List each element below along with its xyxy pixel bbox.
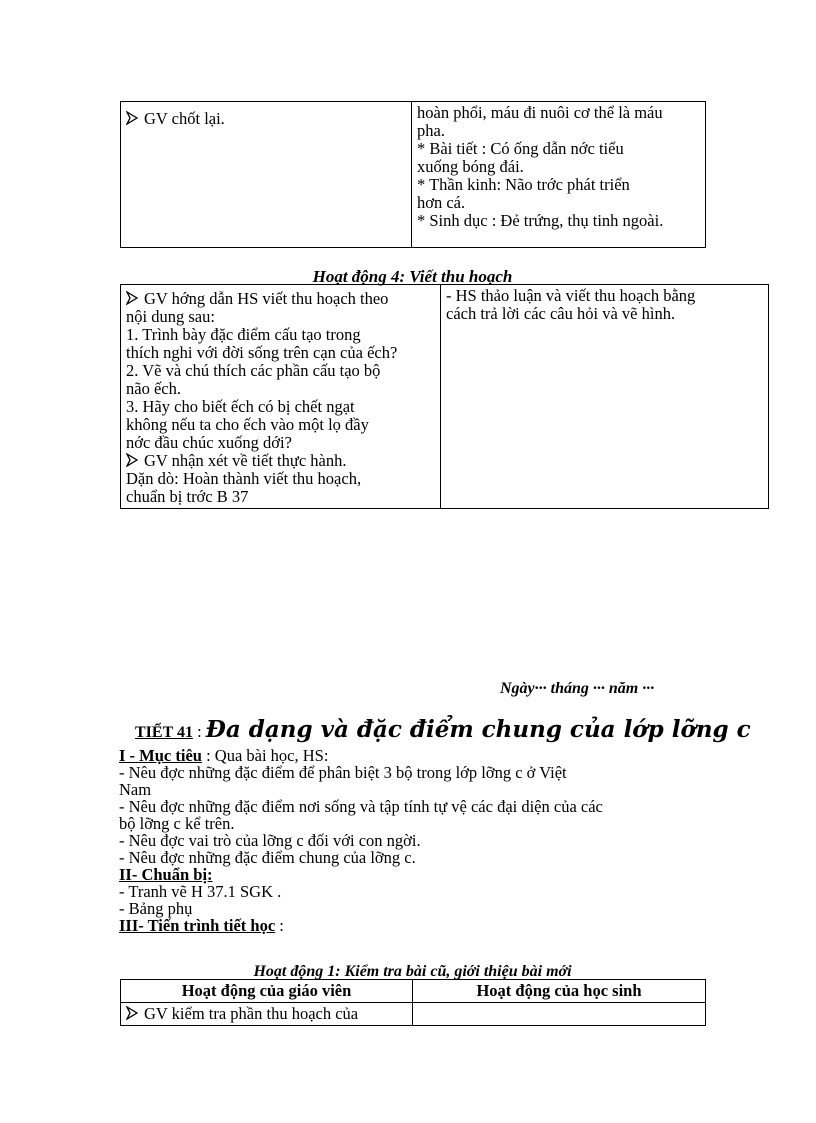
activity1-table bbox=[120, 979, 706, 1026]
objective-line: - Nêu đợc vai trò của lỡng c đối với con ngời. bbox=[119, 831, 421, 850]
arrow-bullet-icon bbox=[126, 453, 138, 467]
col-teacher-header: Hoạt động của giáo viên bbox=[121, 980, 413, 1003]
objective-line: bộ lỡng c kể trên. bbox=[119, 814, 235, 833]
activity1-teacher-cell bbox=[121, 1003, 413, 1026]
objectives-section bbox=[119, 747, 603, 934]
activity4-left-line: thích nghi với đời sống trên cạn của ếch? bbox=[126, 343, 398, 362]
lesson-title: Đa dạng và đặc điểm chung của lớp lỡng c bbox=[205, 716, 751, 743]
activity4-student-cell bbox=[441, 285, 769, 509]
activity4-left-line: 2. Vẽ và chú thích các phần cấu tạo bộ bbox=[126, 361, 381, 380]
activity4-left-line: não ếch. bbox=[126, 379, 181, 398]
activity4-teacher-cell bbox=[121, 285, 441, 509]
student-cell bbox=[412, 102, 706, 248]
activity4-left-line: chuẩn bị trớc B 37 bbox=[126, 487, 249, 506]
activity4-left-line: nội dung sau: bbox=[126, 307, 215, 326]
table1-right-line: * Bài tiết : Có ống dẫn nớc tiểu bbox=[417, 139, 624, 158]
preparation-label: II- Chuẩn bị: bbox=[119, 865, 213, 884]
table1-right-line: hoàn phổi, máu đi nuôi cơ thể là máu bbox=[417, 103, 663, 122]
activity1-row1-left: GV kiểm tra phần thu hoạch của bbox=[144, 1004, 359, 1023]
process-label: III- Tiến trình tiết học bbox=[119, 916, 276, 935]
process-suffix: : bbox=[275, 916, 284, 935]
col-student-header: Hoạt động của học sinh bbox=[413, 980, 706, 1003]
activity4-right-line: - HS thảo luận và viết thu hoạch bằng bbox=[446, 286, 696, 305]
activity4-heading: Hoạt động 4: Viết thu hoạch bbox=[312, 267, 513, 286]
lesson-title-line bbox=[135, 716, 751, 743]
activity4-left-line: GV nhận xét về tiết thực hành. bbox=[144, 451, 347, 470]
activity1-heading: Hoạt động 1: Kiểm tra bài cũ, giới thiệu bài mới bbox=[253, 963, 572, 980]
objectives-label: I - Mục tiêu bbox=[119, 746, 202, 765]
objective-line: - Nêu đợc những đặc điểm nơi sống và tập tính tự vệ các đại diện của các bbox=[119, 797, 603, 816]
activity4-left-line: 3. Hãy cho biết ếch có bị chết ngạt bbox=[126, 397, 355, 416]
preparation-line: - Bảng phụ bbox=[119, 899, 193, 918]
table1-right-line: hơn cá. bbox=[417, 193, 466, 212]
objective-line: - Nêu đợc những đặc điểm để phân biệt 3 bộ trong lớp lỡng c ở Việt bbox=[119, 763, 567, 782]
activity4-left-line: GV hớng dẫn HS viết thu hoạch theo bbox=[144, 289, 389, 308]
activity4-left-line: nớc đầu chúc xuống dới? bbox=[126, 433, 292, 452]
activity4-left-line: Dặn dò: Hoàn thành viết thu hoạch, bbox=[126, 469, 362, 488]
lesson-separator: : bbox=[192, 722, 206, 741]
objectives-intro: : Qua bài học, HS: bbox=[201, 746, 329, 765]
table1-right-line: * Sinh dục : Đẻ trứng, thụ tinh ngoài. bbox=[417, 211, 664, 230]
activity4-table bbox=[120, 284, 769, 509]
objective-line: Nam bbox=[119, 780, 152, 799]
table1-right-line: pha. bbox=[417, 121, 445, 140]
teacher-cell bbox=[121, 102, 412, 248]
arrow-bullet-icon bbox=[126, 291, 138, 305]
activity1-student-cell bbox=[413, 1003, 706, 1026]
table1-right-line: * Thần kinh: Não trớc phát triển bbox=[417, 175, 630, 194]
table-continuation bbox=[120, 101, 706, 248]
objective-line: - Nêu đợc những đặc điểm chung của lỡng c. bbox=[119, 848, 416, 867]
preparation-line: - Tranh vẽ H 37.1 SGK . bbox=[119, 882, 282, 901]
table1-right-line: xuống bóng đái. bbox=[417, 157, 524, 176]
lesson-number: TIẾT 41 bbox=[135, 724, 193, 741]
table1-left-text: GV chốt lại. bbox=[144, 109, 225, 128]
activity4-left-line: 1. Trình bày đặc điểm cấu tạo trong bbox=[126, 325, 361, 344]
activity4-right-line: cách trả lời các câu hỏi và vẽ hình. bbox=[446, 304, 676, 323]
arrow-bullet-icon bbox=[126, 111, 138, 125]
activity4-left-line: không nếu ta cho ếch vào một lọ đầy bbox=[126, 415, 369, 434]
arrow-bullet-icon bbox=[126, 1006, 138, 1020]
date-line: Ngày··· tháng ··· năm ··· bbox=[500, 680, 655, 697]
